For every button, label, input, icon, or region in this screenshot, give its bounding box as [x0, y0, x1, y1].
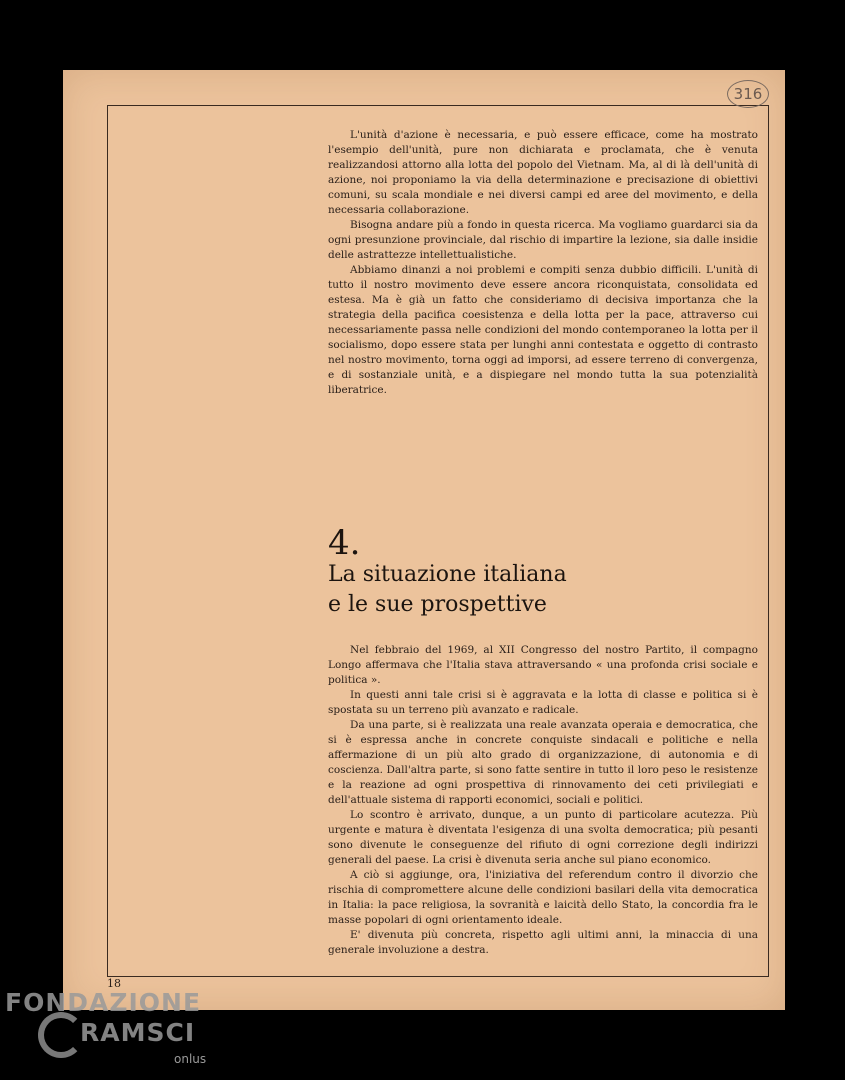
document-page [63, 70, 785, 1010]
paragraph: Bisogna andare più a fondo in questa ricerca. Ma vogliamo guardarci sia da ogni presunzione provinciale, dal rischio di impartire la lezione, sia dalle insidie delle astrattezze intellettualistiche. [328, 219, 758, 261]
watermark-subtitle: RAMSCI [80, 1018, 196, 1047]
watermark-onlus: onlus [174, 1052, 207, 1066]
paragraph: L'unità d'azione è necessaria, e può essere efficace, come ha mostrato l'esempio dell'unità, pure non dichiarata e proclamata, che è venuta realizzandosi attorno alla lotta del popolo del Vietnam. Ma, al di là dell'unità di azione, noi proponiamo la via della determinazione e precisazione di obiettivi comuni, su scala mondiale e nei diversi campi ed aree del movimento, e della necessaria collaborazione. [328, 129, 758, 216]
section-title-line: La situazione italiana [328, 562, 567, 587]
body-text-top [328, 128, 758, 398]
body-text-bottom [328, 643, 758, 958]
paragraph: E' divenuta più concreta, rispetto agli ultimi anni, la minaccia di una generale involuzione a destra. [328, 929, 758, 956]
handwritten-page-number: 316 [727, 80, 769, 108]
paragraph: Da una parte, si è realizzata una reale avanzata operaia e democratica, che si è espressa anche in concrete conquiste sindacali e politiche e nella affermazione di un più alto grado di organizzazione, di autonomia e di coscienza. Dall'altra parte, si sono fatte sentire in tutto il loro peso le resistenze e la reazione ad ogni prospettiva di rinnovamento dei ceti privilegiati e dell'attuale sistema di rapporti economici, sociali e politici. [328, 719, 758, 806]
section-title [328, 560, 728, 620]
page-number: 18 [107, 977, 121, 990]
watermark-title: FONDAZIONE [5, 988, 202, 1017]
section-number: 4. [328, 523, 361, 563]
section-title-line: e le sue prospettive [328, 592, 547, 617]
paragraph: Lo scontro è arrivato, dunque, a un punto di particolare acutezza. Più urgente e matura è diventata l'esigenza di una svolta democratica; più pesanti sono divenute le conseguenze del rifiuto di ogni correzione degli indirizzi generali del paese. La crisi è divenuta seria anche sul piano economico. [328, 809, 758, 866]
paragraph: Nel febbraio del 1969, al XII Congresso del nostro Partito, il compagno Longo affermava che l'Italia stava attraversando « una profonda crisi sociale e politica ». [328, 644, 758, 686]
paragraph: In questi anni tale crisi si è aggravata e la lotta di classe e politica si è spostata su un terreno più avanzato e radicale. [328, 689, 758, 716]
paragraph: A ciò si aggiunge, ora, l'iniziativa del referendum contro il divorzio che rischia di compromettere alcune delle condizioni basilari della vita democratica in Italia: la pace religiosa, la sovranità e laicità dello Stato, la concordia fra le masse popolari di ogni orientamento ideale. [328, 869, 758, 926]
paragraph: Abbiamo dinanzi a noi problemi e compiti senza dubbio difficili. L'unità di tutto il nostro movimento deve essere ancora riconquistata, consolidata ed estesa. Ma è già un fatto che consideriamo di decisiva importanza che la strategia della pacifica coesistenza e della lotta per la pace, attraverso cui necessariamente passa nelle condizioni del mondo contemporaneo la lotta per il socialismo, dopo essere stata per lunghi anni contestata e oggetto di contrasto nel nostro movimento, torna oggi ad imporsi, ad essere terreno di convergenza, e di sostanziale unità, e a dispiegare nel mondo tutta la sua potenzialità liberatrice. [328, 264, 758, 396]
watermark-g-logo [38, 1012, 84, 1058]
